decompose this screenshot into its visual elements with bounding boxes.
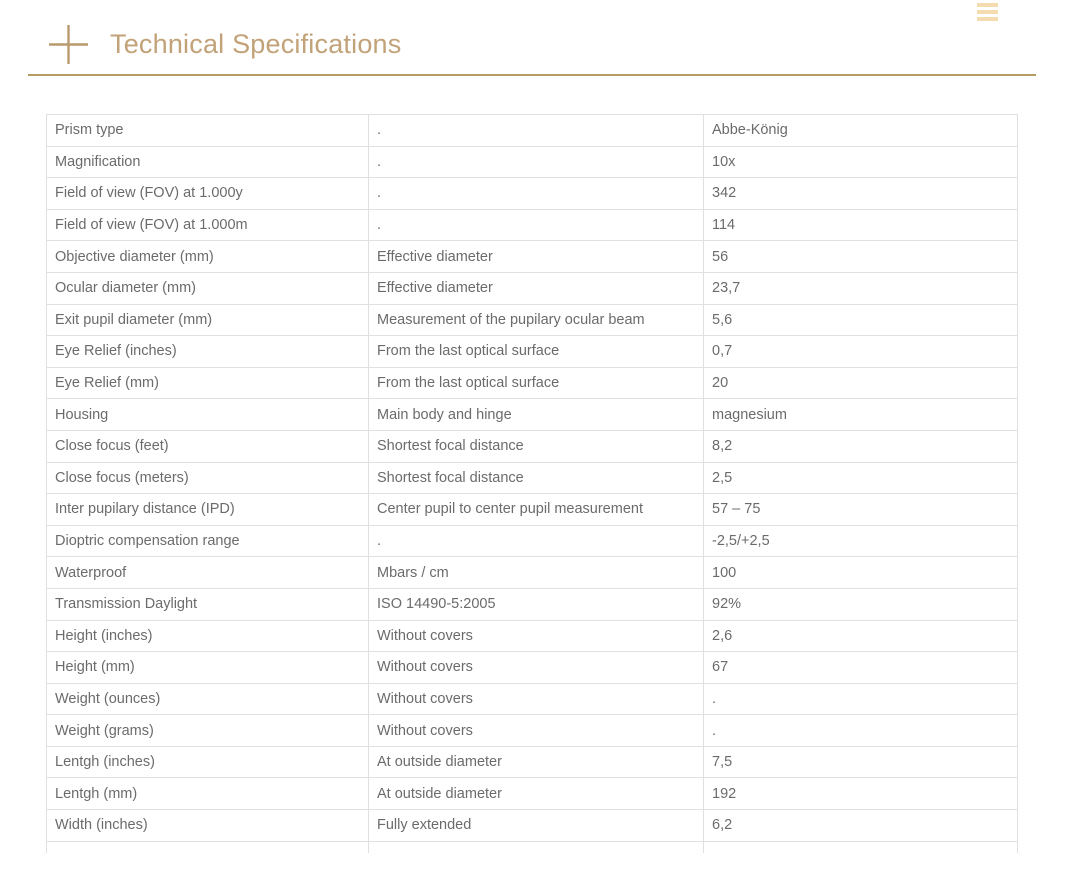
spec-value-cell: . [704,683,1018,715]
spec-name-cell: Transmission Daylight [47,588,369,620]
spec-name-cell: Ocular diameter (mm) [47,272,369,304]
spec-description-cell: Center pupil to center pupil measurement [369,494,704,526]
spec-description-cell: Without covers [369,620,704,652]
table-row [47,810,1018,842]
spec-name-cell: Weight (grams) [47,715,369,747]
spec-description-cell: . [369,178,704,210]
spec-value-cell: 192 [704,778,1018,810]
table-row [47,430,1018,462]
table-row [47,399,1018,431]
spec-name-cell: Objective diameter (mm) [47,241,369,273]
page-title: Technical Specifications [110,28,402,59]
spec-name-cell: Dioptric compensation range [47,525,369,557]
table-row [47,462,1018,494]
spec-name-cell: Waterproof [47,557,369,589]
spec-value-cell: -2,5/+2,5 [704,525,1018,557]
spec-description-cell: Fully extended [369,810,704,842]
spec-name-cell: Inter pupilary distance (IPD) [47,494,369,526]
spec-value-cell: 8,2 [704,430,1018,462]
spec-name-cell [47,841,369,853]
spec-value-cell: 7,5 [704,746,1018,778]
spec-name-cell: Weight (ounces) [47,683,369,715]
spec-description-cell: . [369,146,704,178]
section-header [48,22,1030,66]
spec-name-cell: Field of view (FOV) at 1.000m [47,209,369,241]
plus-icon[interactable] [48,24,89,65]
table-row [47,494,1018,526]
spec-description-cell: ISO 14490-5:2005 [369,588,704,620]
spec-description-cell: Mbars / cm [369,557,704,589]
table-row [47,588,1018,620]
table-row [47,367,1018,399]
spec-description-cell [369,841,704,853]
spec-name-cell: Housing [47,399,369,431]
table-row [47,241,1018,273]
hamburger-menu-icon [977,10,998,14]
table-row [47,683,1018,715]
table-row [47,746,1018,778]
spec-value-cell: 114 [704,209,1018,241]
spec-value-cell: 20 [704,367,1018,399]
spec-value-cell: magnesium [704,399,1018,431]
spec-value-cell [704,841,1018,853]
spec-name-cell: Eye Relief (inches) [47,336,369,368]
spec-table-body [47,115,1018,854]
spec-name-cell: Height (mm) [47,652,369,684]
table-row [47,146,1018,178]
table-row [47,620,1018,652]
table-row [47,272,1018,304]
spec-description-cell: Without covers [369,715,704,747]
hamburger-menu-icon [977,3,998,7]
spec-description-cell: Shortest focal distance [369,462,704,494]
spec-value-cell: 2,6 [704,620,1018,652]
spec-value-cell: 0,7 [704,336,1018,368]
spec-name-cell: Lentgh (inches) [47,746,369,778]
spec-name-cell: Eye Relief (mm) [47,367,369,399]
table-row [47,778,1018,810]
table-row-partial [47,841,1018,853]
spec-value-cell: 10x [704,146,1018,178]
spec-description-cell: Main body and hinge [369,399,704,431]
spec-value-cell: Abbe-König [704,115,1018,147]
spec-description-cell: At outside diameter [369,778,704,810]
table-row [47,652,1018,684]
spec-name-cell: Width (inches) [47,810,369,842]
spec-value-cell: 92% [704,588,1018,620]
table-row [47,525,1018,557]
spec-value-cell: 100 [704,557,1018,589]
spec-description-cell: Without covers [369,652,704,684]
spec-name-cell: Prism type [47,115,369,147]
spec-name-cell: Close focus (feet) [47,430,369,462]
spec-description-cell: . [369,525,704,557]
header-divider [28,74,1036,76]
spec-value-cell: 23,7 [704,272,1018,304]
spec-value-cell: 6,2 [704,810,1018,842]
table-row [47,209,1018,241]
table-row [47,557,1018,589]
spec-name-cell: Lentgh (mm) [47,778,369,810]
spec-value-cell: 57 – 75 [704,494,1018,526]
spec-description-cell: Measurement of the pupilary ocular beam [369,304,704,336]
table-row [47,304,1018,336]
spec-description-cell: Effective diameter [369,272,704,304]
spec-name-cell: Magnification [47,146,369,178]
spec-name-cell: Field of view (FOV) at 1.000y [47,178,369,210]
hamburger-menu-icon [977,17,998,21]
spec-description-cell: Without covers [369,683,704,715]
spec-description-cell: From the last optical surface [369,336,704,368]
spec-description-cell: . [369,209,704,241]
spec-description-cell: . [369,115,704,147]
menu-button[interactable] [977,3,999,21]
spec-name-cell: Close focus (meters) [47,462,369,494]
spec-value-cell: . [704,715,1018,747]
table-row [47,715,1018,747]
spec-name-cell: Exit pupil diameter (mm) [47,304,369,336]
spec-description-cell: Shortest focal distance [369,430,704,462]
spec-description-cell: At outside diameter [369,746,704,778]
spec-value-cell: 67 [704,652,1018,684]
table-row [47,336,1018,368]
spec-value-cell: 342 [704,178,1018,210]
spec-value-cell: 2,5 [704,462,1018,494]
spec-table [46,114,1018,853]
spec-description-cell: Effective diameter [369,241,704,273]
table-row [47,115,1018,147]
table-row [47,178,1018,210]
spec-value-cell: 56 [704,241,1018,273]
spec-name-cell: Height (inches) [47,620,369,652]
spec-description-cell: From the last optical surface [369,367,704,399]
spec-value-cell: 5,6 [704,304,1018,336]
